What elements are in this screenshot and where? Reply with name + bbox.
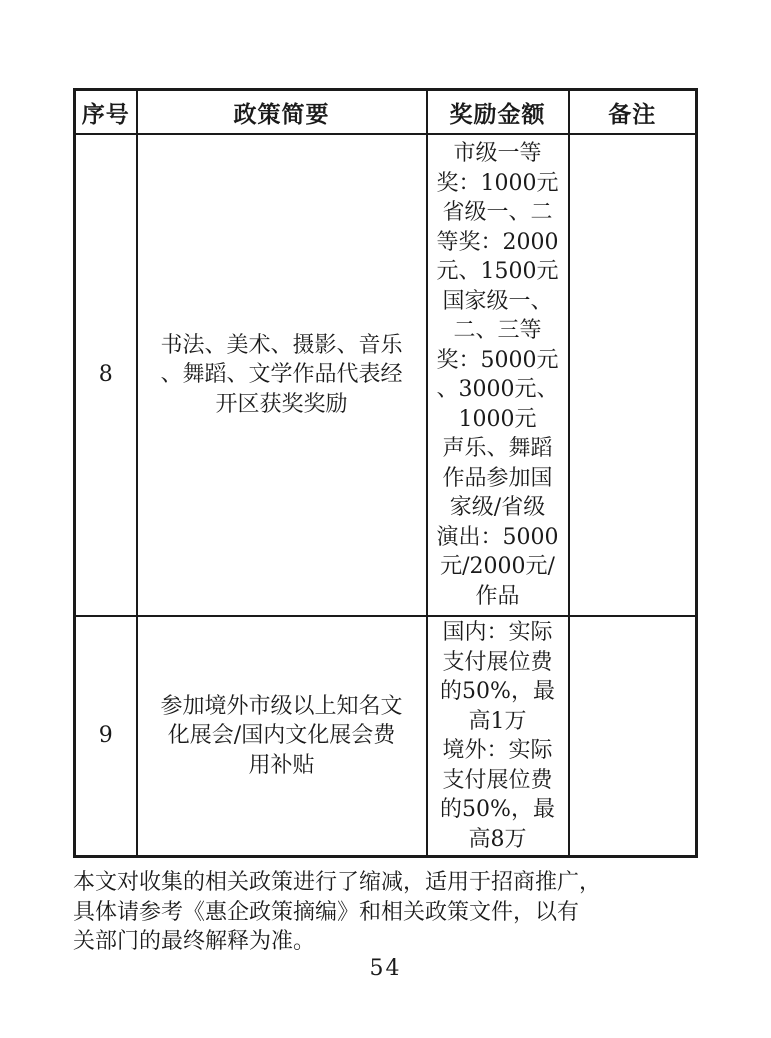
reward-line: 境外：实际 [442, 738, 553, 763]
cell-summary [137, 616, 427, 857]
reward-line: 作品参加国 [442, 465, 553, 491]
cell-note [569, 616, 697, 857]
table-header-row [75, 90, 697, 135]
reward-line: 作品 [475, 583, 520, 609]
reward-line: 家级/省级 [449, 495, 546, 520]
reward-line: 元、1500元 [436, 259, 559, 284]
reward-line: 、3000元、 [436, 377, 559, 402]
reward-line: 演出：5000 [436, 524, 559, 550]
reward-line: 市级一等 [453, 141, 542, 166]
cell-summary [137, 134, 427, 616]
cell-no: 8 [75, 134, 137, 616]
header-reward: 奖励金额 [427, 90, 569, 135]
page-number: 54 [369, 956, 402, 981]
summary-line: 用补贴 [248, 752, 315, 778]
reward-line: 支付展位费 [442, 767, 553, 793]
reward-line: 国内：实际 [442, 620, 553, 645]
reward-line: 的50%，最 [440, 679, 555, 704]
summary-line: 开区获奖奖励 [215, 391, 348, 417]
reward-line: 等奖：2000 [436, 229, 559, 255]
reward-line: 二、三等 [453, 318, 542, 343]
reward-line: 元/2000元/ [440, 554, 555, 579]
cell-reward [427, 616, 569, 857]
policy-table [73, 88, 698, 858]
cell-note [569, 134, 697, 616]
reward-line: 高8万 [468, 826, 527, 852]
reward-line: 支付展位费 [442, 649, 553, 675]
summary-line: 化展会/国内文化展会费 [167, 723, 396, 749]
footer-line: 关部门的最终解释为准。 [73, 929, 316, 954]
footer-line: 本文对收集的相关政策进行了缩减，适用于招商推广， [73, 870, 602, 895]
reward-line: 1000元 [458, 406, 537, 432]
reward-line: 省级一、二 [442, 200, 553, 225]
reward-line: 奖：5000元 [436, 347, 559, 373]
table-row [75, 134, 697, 616]
reward-line: 的50%，最 [440, 797, 555, 822]
cell-no: 9 [75, 616, 137, 857]
table-row [75, 616, 697, 857]
cell-reward [427, 134, 569, 616]
footer-note [73, 868, 703, 957]
header-no: 序号 [75, 90, 137, 135]
header-note: 备注 [569, 90, 697, 135]
reward-line: 高1万 [468, 708, 527, 734]
summary-line: 参加境外市级以上知名文 [160, 693, 403, 719]
summary-line: 书法、美术、摄影、音乐 [160, 332, 403, 358]
reward-line: 国家级一、 [442, 288, 553, 314]
footer-line: 具体请参考《惠企政策摘编》和相关政策文件，以有 [73, 899, 580, 925]
header-summary: 政策简要 [137, 90, 427, 135]
summary-line: 、舞蹈、文学作品代表经 [160, 362, 403, 388]
reward-line: 奖：1000元 [436, 170, 559, 196]
reward-line: 声乐、舞蹈 [442, 436, 553, 461]
